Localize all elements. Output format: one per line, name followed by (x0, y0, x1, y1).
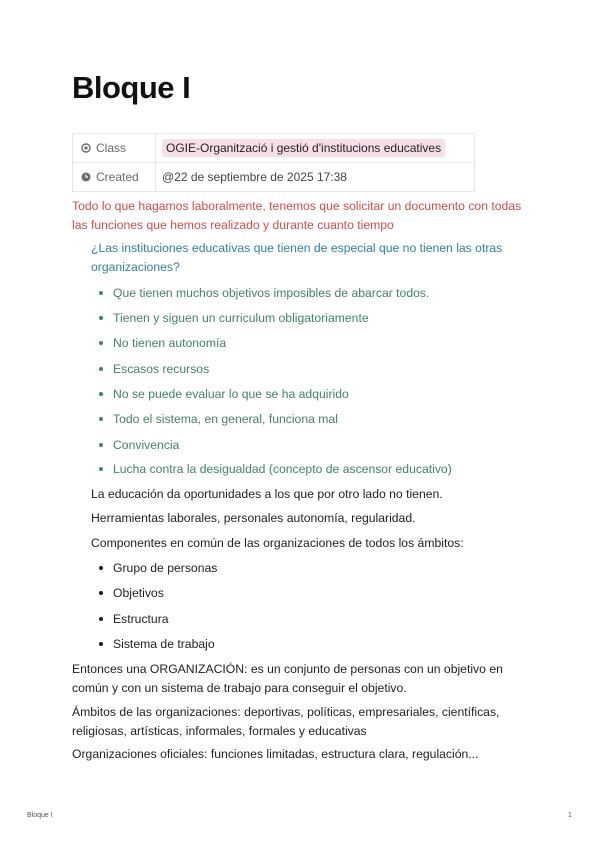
components-paragraph: Componentes en común de las organizaciones de todos los ámbitos: (91, 536, 464, 550)
list-item (113, 461, 452, 477)
class-tag[interactable]: OGIE-Organització i gestió d'institucions educatives (162, 139, 445, 157)
list-item-text: Escasos recursos (113, 362, 210, 376)
list-item (113, 361, 209, 377)
list-item-text: Sistema de trabajo (113, 637, 215, 651)
list-item (113, 411, 338, 427)
property-value-class[interactable] (156, 134, 475, 163)
question-paragraph: ¿Las instituciones educativas que tienen de especial que no tienen las otras organizaciones? (91, 241, 503, 274)
property-key-class (73, 134, 156, 163)
list-item-text: Convivencia (113, 438, 180, 452)
property-value-created[interactable]: @22 de septiembre de 2025 17:38 (156, 163, 475, 192)
list-item (113, 585, 164, 601)
intro-paragraph: Todo lo que hagamos laboralmente, tenemos que solicitar un documento con todas las funciones que hemos realizado y durante cuanto tiempo (72, 199, 522, 232)
list-item-text: Todo el sistema, en general, funciona mal (113, 412, 338, 426)
bullet-dot (99, 642, 103, 646)
bullet-dot (99, 617, 103, 621)
list-item (113, 335, 226, 351)
list-item-text: No tienen autonomía (113, 336, 227, 350)
list-item-text: Objetivos (113, 586, 164, 600)
official-paragraph: Organizaciones oficiales: funciones limitadas, estructura clara, regulación... (72, 747, 479, 761)
bullet-dot (99, 591, 103, 595)
property-key-label: Created (96, 170, 139, 184)
list-item-text: Tienen y siguen un curriculum obligatoriamente (113, 311, 369, 325)
bullet-dot (99, 392, 103, 396)
bullet-dot (99, 443, 103, 447)
list-item (113, 310, 369, 326)
list-item-text: Grupo de personas (113, 561, 218, 575)
list-item-text: No se puede evaluar lo que se ha adquirido (113, 387, 349, 401)
list-item (113, 285, 429, 301)
list-item-text: Que tienen muchos objetivos imposibles de abarcar todos. (113, 286, 430, 300)
page-number: 1 (568, 812, 572, 819)
property-key-created (73, 163, 156, 192)
bullet-dot (99, 467, 103, 471)
property-row-class (73, 134, 475, 163)
education-paragraph: La educación da oportunidades a los que por otro lado no tienen. (91, 487, 443, 501)
page-title: Bloque I (72, 70, 191, 105)
scopes-paragraph: Ámbitos de las organizaciones: deportivas, políticas, empresariales, científicas, religiosas, artísticas, informales, formales y educativas (72, 705, 500, 738)
list-item (113, 437, 179, 453)
bullet-dot (99, 417, 103, 421)
property-row-created (73, 163, 475, 192)
clock-icon (81, 172, 91, 182)
properties-table (72, 133, 475, 192)
bullet-dot (99, 367, 103, 371)
list-item (113, 611, 169, 627)
property-key-label: Class (96, 141, 127, 155)
bullet-dot (99, 316, 103, 320)
bullet-dot (99, 341, 103, 345)
footer-title: Bloque I (27, 812, 53, 819)
organization-paragraph: Entonces una ORGANIZACIÓN: es un conjunto de personas con un objetivo en común y con un sistema de trabajo para conseguir el objetivo. (72, 662, 503, 695)
list-item (113, 560, 217, 576)
tools-paragraph: Herramientas laborales, personales autonomía, regularidad. (91, 511, 416, 525)
bullet-dot (99, 566, 103, 570)
list-item (113, 636, 215, 652)
target-icon (81, 143, 91, 153)
list-item-text: Lucha contra la desigualdad (concepto de ascensor educativo) (113, 462, 452, 476)
list-item-text: Estructura (113, 612, 169, 626)
list-item (113, 386, 349, 402)
bullet-dot (99, 291, 103, 295)
